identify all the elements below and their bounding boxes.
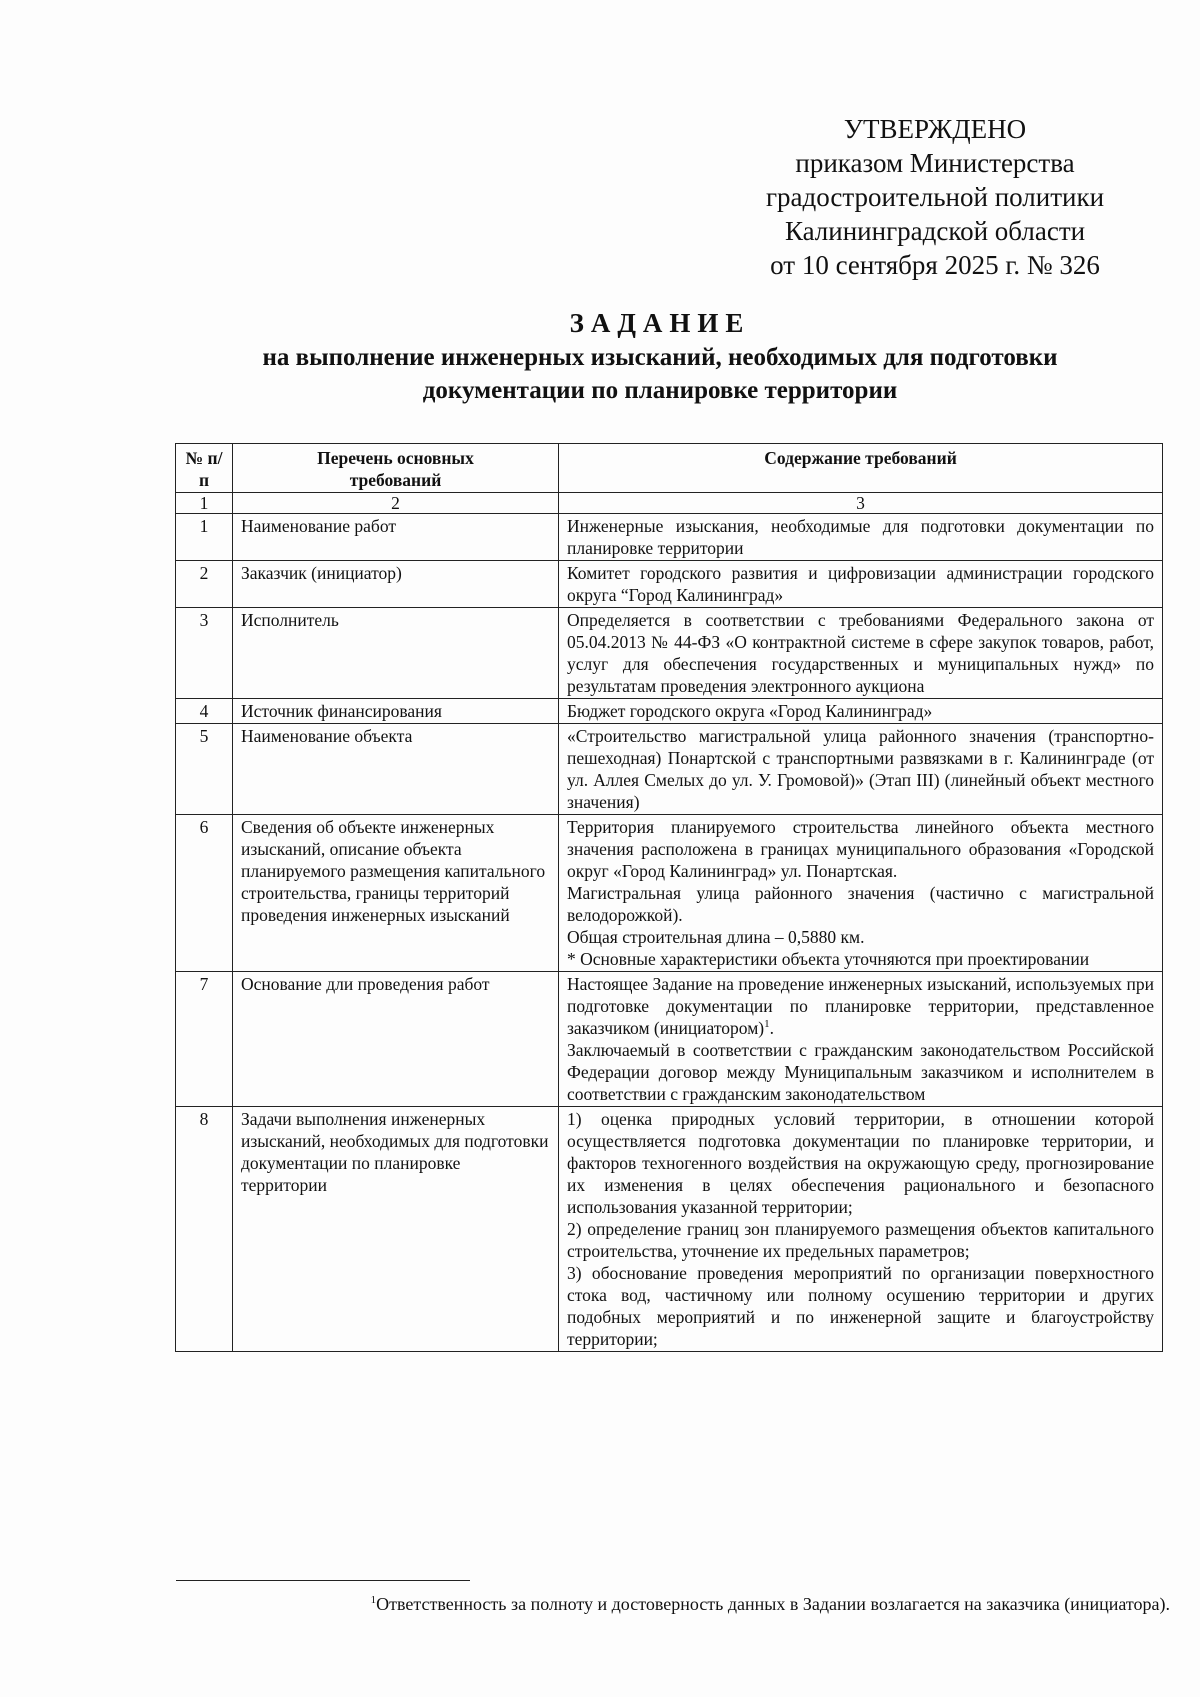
footnote-mark: 1 [370,1594,377,1606]
row-number: 2 [176,561,233,608]
requirements-table [175,443,1163,1352]
row-name: Задачи выполнения инженерных изысканий, необходимых для подготовки документации по планировке территории [233,1107,559,1352]
footnote-separator [176,1580,470,1581]
approval-heading: УТВЕРЖДЕНО [843,114,1027,144]
content-paragraph: Бюджет городского округа «Город Калининград» [567,701,933,721]
approval-line: Калининградской области [784,216,1086,246]
footnote-reference: 1 [764,1018,770,1031]
row-content [559,699,1163,724]
content-paragraph: Комитет городского развития и цифровизации администрации городского округа “Город Калининград» [567,563,1154,605]
content-paragraph: 1) оценка природных условий территории, в отношении которой осуществляется подготовка документации по планировке территории, и факторов техногенного воздействия на окружающую среду, прогнозирование их изменения в целях обеспечения рационального и безопасного использования указанной территории; [567,1109,1154,1217]
row-content [559,608,1163,699]
content-paragraph: * Основные характеристики объекта уточняются при проектировании [567,949,1090,969]
index-cell: 1 [176,493,233,514]
row-name: Сведения об объекте инженерных изысканий, описание объекта планируемого размещения капитального строительства, границы территорий проведения инженерных изысканий [233,815,559,972]
row-number: 8 [176,1107,233,1352]
row-content [559,1107,1163,1352]
row-name: Основание дли проведения работ [233,972,559,1107]
row-name: Заказчик (инициатор) [233,561,559,608]
row-number: 6 [176,815,233,972]
row-name: Наименование работ [233,514,559,561]
row-content [559,724,1163,815]
content-paragraph: Инженерные изыскания, необходимые для подготовки документации по планировке территории [567,516,1154,558]
footnote [240,1593,1170,1615]
content-paragraph: Магистральная улица районного значения (частично с магистральной велодорожкой). [567,883,1154,925]
row-number: 1 [176,514,233,561]
table-row [176,815,1163,972]
table-row [176,561,1163,608]
row-number: 5 [176,724,233,815]
row-number: 7 [176,972,233,1107]
row-number: 4 [176,699,233,724]
row-number: 3 [176,608,233,699]
content-paragraph: Заключаемый в соответствии с гражданским законодательством Российской Федерации договор между Муниципальным заказчиком и исполнителем в соответствии с гражданским законодательством [567,1040,1154,1104]
document-subtitle-line: на выполнение инженерных изысканий, необходимых для подготовки [262,344,1058,371]
row-name: Источник финансирования [233,699,559,724]
content-paragraph-with-footnote: Настоящее Задание на проведение инженерных изысканий, используемых при подготовке документации по планировке территории, представленное заказчиком (инициатором)$^1$. [567,974,1154,1038]
header-requirement-name: Перечень основных требований [233,444,559,493]
content-paragraph: Определяется в соответствии с требованиями Федерального закона от 05.04.2013 № 44-ФЗ «О контрактной системе в сфере закупок товаров, работ, услуг для обеспечения государственных и муниципальных нужд» по результатам проведения электронного аукциона [567,610,1154,696]
row-content [559,561,1163,608]
row-name: Наименование объекта [233,724,559,815]
table-row [176,608,1163,699]
content-paragraph: «Строительство магистральной улица районного значения (транспортно-пешеходная) Понартской с транспортными развязками в г. Калининграде (от ул. Аллея Смелых до ул. У. Громовой)» (Этап III) (линейный объект местного значения) [567,726,1154,812]
row-content [559,972,1163,1107]
approval-date-number: от 10 сентября 2025 г. № 326 [770,250,1100,280]
table-row [176,724,1163,815]
row-content [559,815,1163,972]
content-text: Настоящее Задание на проведение инженерных изысканий, используемых при подготовке документации по планировке территории, представленное заказчиком (инициатором) [567,974,1154,1038]
table-row [176,1107,1163,1352]
header-requirement-content: Содержание требований [559,444,1163,493]
document-title-block [170,305,1150,407]
approval-stamp-block [740,112,1130,282]
table-row [176,699,1163,724]
approval-line: приказом Министерства [795,148,1075,178]
table-header-row [176,444,1163,493]
content-paragraph: 3) обоснование проведения мероприятий по организации поверхностного стока вод, частичному или полному осушению территории и других подобных мероприятий и по инженерной защите и благоустройству территории; [567,1263,1154,1349]
table-row [176,514,1163,561]
document-subtitle-line: документации по планировке территории [422,377,898,404]
index-cell: 2 [233,493,559,514]
index-cell: 3 [559,493,1163,514]
table-row [176,972,1163,1107]
content-paragraph: 2) определение границ зон планируемого размещения объектов капитального строительства, уточнение их предельных параметров; [567,1219,1154,1261]
approval-line: градостроительной политики [765,182,1105,212]
row-name: Исполнитель [233,608,559,699]
content-paragraph: Территория планируемого строительства линейного объекта местного значения расположена в границах муниципального образования «Городской округ «Город Калининград» ул. Понартская. [567,817,1154,881]
row-content [559,514,1163,561]
header-num: № п/п [176,444,233,493]
footnote-text: Ответственность за полноту и достоверность данных в Задании возлагается на заказчика (инициатора). [376,1594,1170,1614]
document-title: ЗАДАНИЕ [569,308,751,338]
content-paragraph: Общая строительная длина – 0,5880 км. [567,927,865,947]
table-index-row [176,493,1163,514]
